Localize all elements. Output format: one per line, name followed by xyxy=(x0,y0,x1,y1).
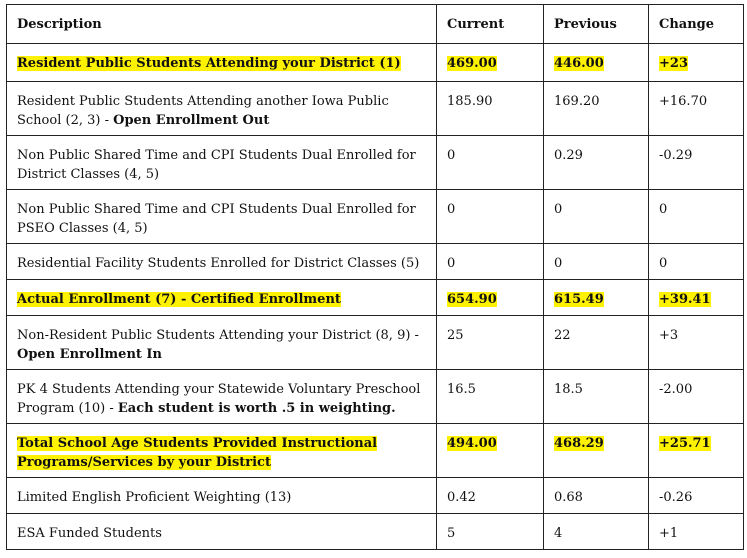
cell-previous-text: 0 xyxy=(554,256,563,271)
cell-current-text: 16.5 xyxy=(447,382,476,397)
cell-previous-text: 169.20 xyxy=(554,94,600,109)
cell-current xyxy=(437,370,544,424)
cell-current-text: 654.90 xyxy=(447,292,497,307)
cell-description xyxy=(7,44,437,82)
cell-current-text: 0.42 xyxy=(447,490,476,505)
cell-description xyxy=(7,514,437,550)
cell-change xyxy=(649,370,744,424)
table-row xyxy=(7,370,744,424)
cell-current-text: 0 xyxy=(447,148,456,163)
cell-previous-text: 18.5 xyxy=(554,382,583,397)
description-text: Actual Enrollment (7) - Certified Enrollment xyxy=(17,292,341,307)
cell-current xyxy=(437,280,544,316)
cell-previous xyxy=(544,514,649,550)
description-text: Residential Facility Students Enrolled for District Classes (5) xyxy=(17,256,420,271)
cell-previous xyxy=(544,478,649,514)
table-row xyxy=(7,424,744,478)
cell-description xyxy=(7,244,437,280)
cell-current-text: 0 xyxy=(447,202,456,217)
header-row xyxy=(7,5,744,44)
cell-change xyxy=(649,478,744,514)
cell-current xyxy=(437,136,544,190)
cell-current xyxy=(437,514,544,550)
table-row xyxy=(7,190,744,244)
description-text: Limited English Proficient Weighting (13) xyxy=(17,490,292,505)
cell-previous xyxy=(544,244,649,280)
cell-change-text: +39.41 xyxy=(659,292,711,307)
cell-change-text: +3 xyxy=(659,328,679,343)
cell-previous-text: 22 xyxy=(554,328,571,343)
cell-change-text: +1 xyxy=(659,526,679,541)
cell-current-text: 25 xyxy=(447,328,464,343)
table-row xyxy=(7,82,744,136)
description-text: PK 4 Students Attending your Statewide Voluntary Preschool Program (10) - xyxy=(17,382,421,416)
cell-previous xyxy=(544,370,649,424)
cell-previous-text: 4 xyxy=(554,526,563,541)
cell-description xyxy=(7,190,437,244)
table-row xyxy=(7,316,744,370)
cell-current-text: 494.00 xyxy=(447,436,497,451)
cell-current xyxy=(437,82,544,136)
cell-previous-text: 0.29 xyxy=(554,148,583,163)
cell-change-text: -2.00 xyxy=(659,382,693,397)
cell-change xyxy=(649,136,744,190)
cell-previous xyxy=(544,190,649,244)
cell-change xyxy=(649,244,744,280)
cell-change-text: -0.29 xyxy=(659,148,693,163)
cell-previous-text: 0 xyxy=(554,202,563,217)
cell-change-text: -0.26 xyxy=(659,490,693,505)
cell-change-text: +25.71 xyxy=(659,436,711,451)
cell-change xyxy=(649,44,744,82)
description-bold-text: Each student is worth .5 in weighting. xyxy=(117,401,396,416)
cell-current xyxy=(437,44,544,82)
cell-previous-text: 468.29 xyxy=(554,436,604,451)
cell-description xyxy=(7,280,437,316)
cell-change-text: 0 xyxy=(659,202,668,217)
description-bold-text: Open Enrollment Out xyxy=(113,113,270,128)
table-row xyxy=(7,280,744,316)
table-row xyxy=(7,514,744,550)
cell-current xyxy=(437,244,544,280)
cell-description xyxy=(7,424,437,478)
cell-previous-text: 615.49 xyxy=(554,292,604,307)
cell-description xyxy=(7,82,437,136)
cell-change xyxy=(649,190,744,244)
table-row xyxy=(7,244,744,280)
cell-current-text: 0 xyxy=(447,256,456,271)
description-bold-text: Open Enrollment In xyxy=(17,347,162,362)
cell-change xyxy=(649,280,744,316)
description-text: Total School Age Students Provided Instructional Programs/Services by your District xyxy=(17,436,378,470)
cell-current-text: 469.00 xyxy=(447,56,497,71)
cell-previous xyxy=(544,424,649,478)
header-change: Change xyxy=(649,5,744,44)
cell-current xyxy=(437,424,544,478)
cell-current xyxy=(437,478,544,514)
cell-change xyxy=(649,514,744,550)
cell-change-text: +23 xyxy=(659,56,688,71)
description-text: Non Public Shared Time and CPI Students Dual Enrolled for District Classes (4, 5) xyxy=(17,148,416,182)
description-text: Non Public Shared Time and CPI Students Dual Enrolled for PSEO Classes (4, 5) xyxy=(17,202,416,236)
cell-previous-text: 446.00 xyxy=(554,56,604,71)
cell-current xyxy=(437,190,544,244)
cell-previous xyxy=(544,82,649,136)
cell-change xyxy=(649,316,744,370)
cell-change-text: +16.70 xyxy=(659,94,708,109)
description-text: Resident Public Students Attending another Iowa Public School (2, 3) - xyxy=(17,94,389,128)
cell-current-text: 5 xyxy=(447,526,456,541)
cell-previous xyxy=(544,316,649,370)
cell-description xyxy=(7,136,437,190)
cell-previous xyxy=(544,280,649,316)
cell-previous xyxy=(544,136,649,190)
cell-change-text: 0 xyxy=(659,256,668,271)
cell-previous xyxy=(544,44,649,82)
cell-description xyxy=(7,478,437,514)
header-description: Description xyxy=(7,5,437,44)
header-previous: Previous xyxy=(544,5,649,44)
cell-current xyxy=(437,316,544,370)
cell-description xyxy=(7,370,437,424)
enrollment-table xyxy=(6,4,744,550)
cell-previous-text: 0.68 xyxy=(554,490,583,505)
description-text: ESA Funded Students xyxy=(17,526,162,541)
cell-current-text: 185.90 xyxy=(447,94,493,109)
cell-description xyxy=(7,316,437,370)
header-current: Current xyxy=(437,5,544,44)
table-row xyxy=(7,136,744,190)
description-text: Non-Resident Public Students Attending your District (8, 9) - xyxy=(17,328,419,343)
table-row xyxy=(7,44,744,82)
description-text: Resident Public Students Attending your District (1) xyxy=(17,56,401,71)
cell-change xyxy=(649,424,744,478)
table-row xyxy=(7,478,744,514)
cell-change xyxy=(649,82,744,136)
